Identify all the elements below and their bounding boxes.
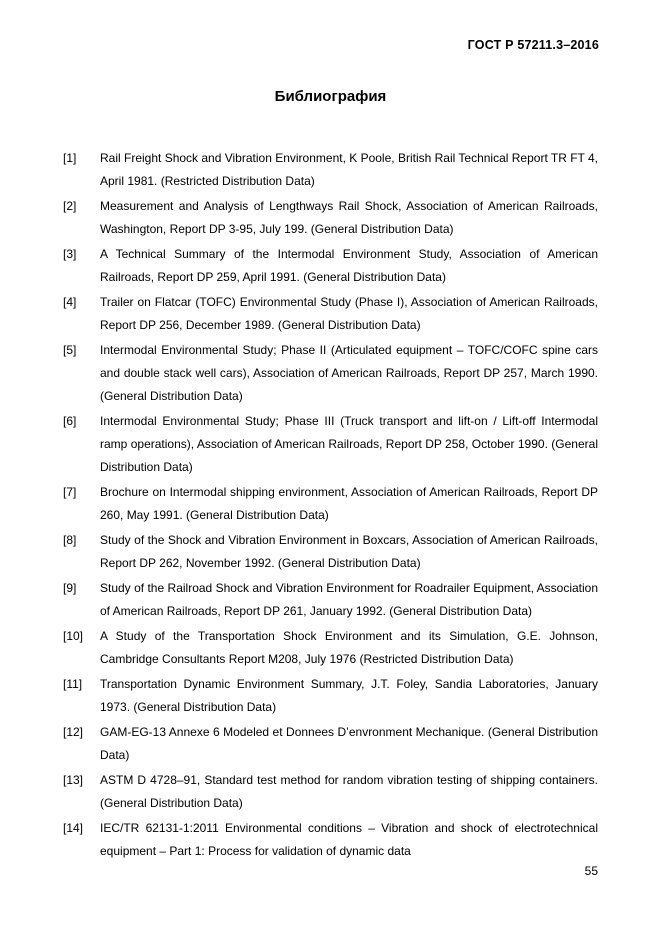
bibliography-entry [63, 577, 598, 623]
bibliography-entry [63, 529, 598, 575]
entry-text: Intermodal Environmental Study; Phase II (Articulated equipment – TOFC/COFC spine cars and double stack well cars), Association of American Railroads, Report DP 257, March 1990. (General Distribution Data) [100, 343, 598, 403]
entry-text: GAM-EG-13 Annexe 6 Modeled et Donnees D’envronment Mechanique. (General Distribution Data) [100, 725, 598, 762]
entry-number: [1] [63, 151, 77, 165]
entry-text: A Technical Summary of the Intermodal Environment Study, Association of American Railroads, Report DP 259, April 1991. (General Distribution Data) [100, 247, 598, 284]
bibliography-entry [63, 147, 598, 193]
entry-text: Study of the Shock and Vibration Environment in Boxcars, Association of American Railroads, Report DP 262, November 1992. (General Distribution Data) [100, 533, 598, 570]
entry-number: [5] [63, 343, 77, 357]
entry-number: [8] [63, 533, 77, 547]
bibliography-entry [63, 769, 598, 815]
entry-text: Rail Freight Shock and Vibration Environment, K Poole, British Rail Technical Report TR FT 4, April 1981. (Restricted Distribution Data) [100, 151, 599, 188]
bibliography-entry [63, 410, 598, 479]
entry-number: [13] [63, 773, 84, 787]
page-title: Библиография [274, 88, 387, 105]
entry-number: [14] [63, 821, 84, 835]
bibliography-entry [63, 481, 598, 527]
entry-text: ASTM D 4728–91, Standard test method for random vibration testing of shipping containers. (General Distribution Data) [100, 773, 598, 810]
entry-number: [6] [63, 414, 77, 428]
bibliography-entry [63, 195, 598, 241]
bibliography-entry [63, 339, 598, 408]
entry-text: IEC/TR 62131-1:2011 Environmental conditions – Vibration and shock of electrotechnical equipment – Part 1: Process for validation of dynamic data [100, 821, 598, 858]
bibliography-entry [63, 291, 598, 337]
entry-number: [7] [63, 485, 77, 499]
bibliography-entry [63, 673, 598, 719]
bibliography-entry [63, 243, 598, 289]
bibliography-entry [63, 817, 598, 863]
entry-number: [2] [63, 199, 77, 213]
entry-number: [11] [63, 677, 83, 691]
entry-text: A Study of the Transportation Shock Environment and its Simulation, G.E. Johnson, Cambridge Consultants Report M208, July 1976 (Restricted Distribution Data) [100, 629, 598, 666]
page-number: 55 [584, 864, 598, 878]
entry-number: [12] [63, 725, 84, 739]
entry-number: [10] [63, 629, 84, 643]
entry-number: [3] [63, 247, 77, 261]
entry-text: Intermodal Environmental Study; Phase III (Truck transport and lift-on / Lift-off Intermodal ramp operations), Association of American Railroads, Report DP 258, October 1990. (General Distribution Data) [100, 414, 598, 474]
entry-text: Transportation Dynamic Environment Summary, J.T. Foley, Sandia Laboratories, January 1973. (General Distribution Data) [100, 677, 598, 714]
entry-text: Measurement and Analysis of Lengthways Rail Shock, Association of American Railroads, Washington, Report DP 3-95, July 199. (General Distribution Data) [100, 199, 598, 236]
entry-text: Trailer on Flatcar (TOFC) Environmental Study (Phase I), Association of American Railroads, Report DP 256, December 1989. (General Distribution Data) [100, 295, 598, 332]
entry-text: Brochure on Intermodal shipping environment, Association of American Railroads, Report DP 260, May 1991. (General Distribution Data) [100, 485, 598, 522]
bibliography-list [63, 147, 598, 865]
entry-number: [4] [63, 295, 77, 309]
entry-number: [9] [63, 581, 77, 595]
entry-text: Study of the Railroad Shock and Vibration Environment for Roadrailer Equipment, Association of American Railroads, Report DP 261, January 1992. (General Distribution Data) [100, 581, 598, 618]
document-code: ГОСТ Р 57211.3–2016 [467, 38, 599, 52]
bibliography-entry [63, 721, 598, 767]
bibliography-entry [63, 625, 598, 671]
